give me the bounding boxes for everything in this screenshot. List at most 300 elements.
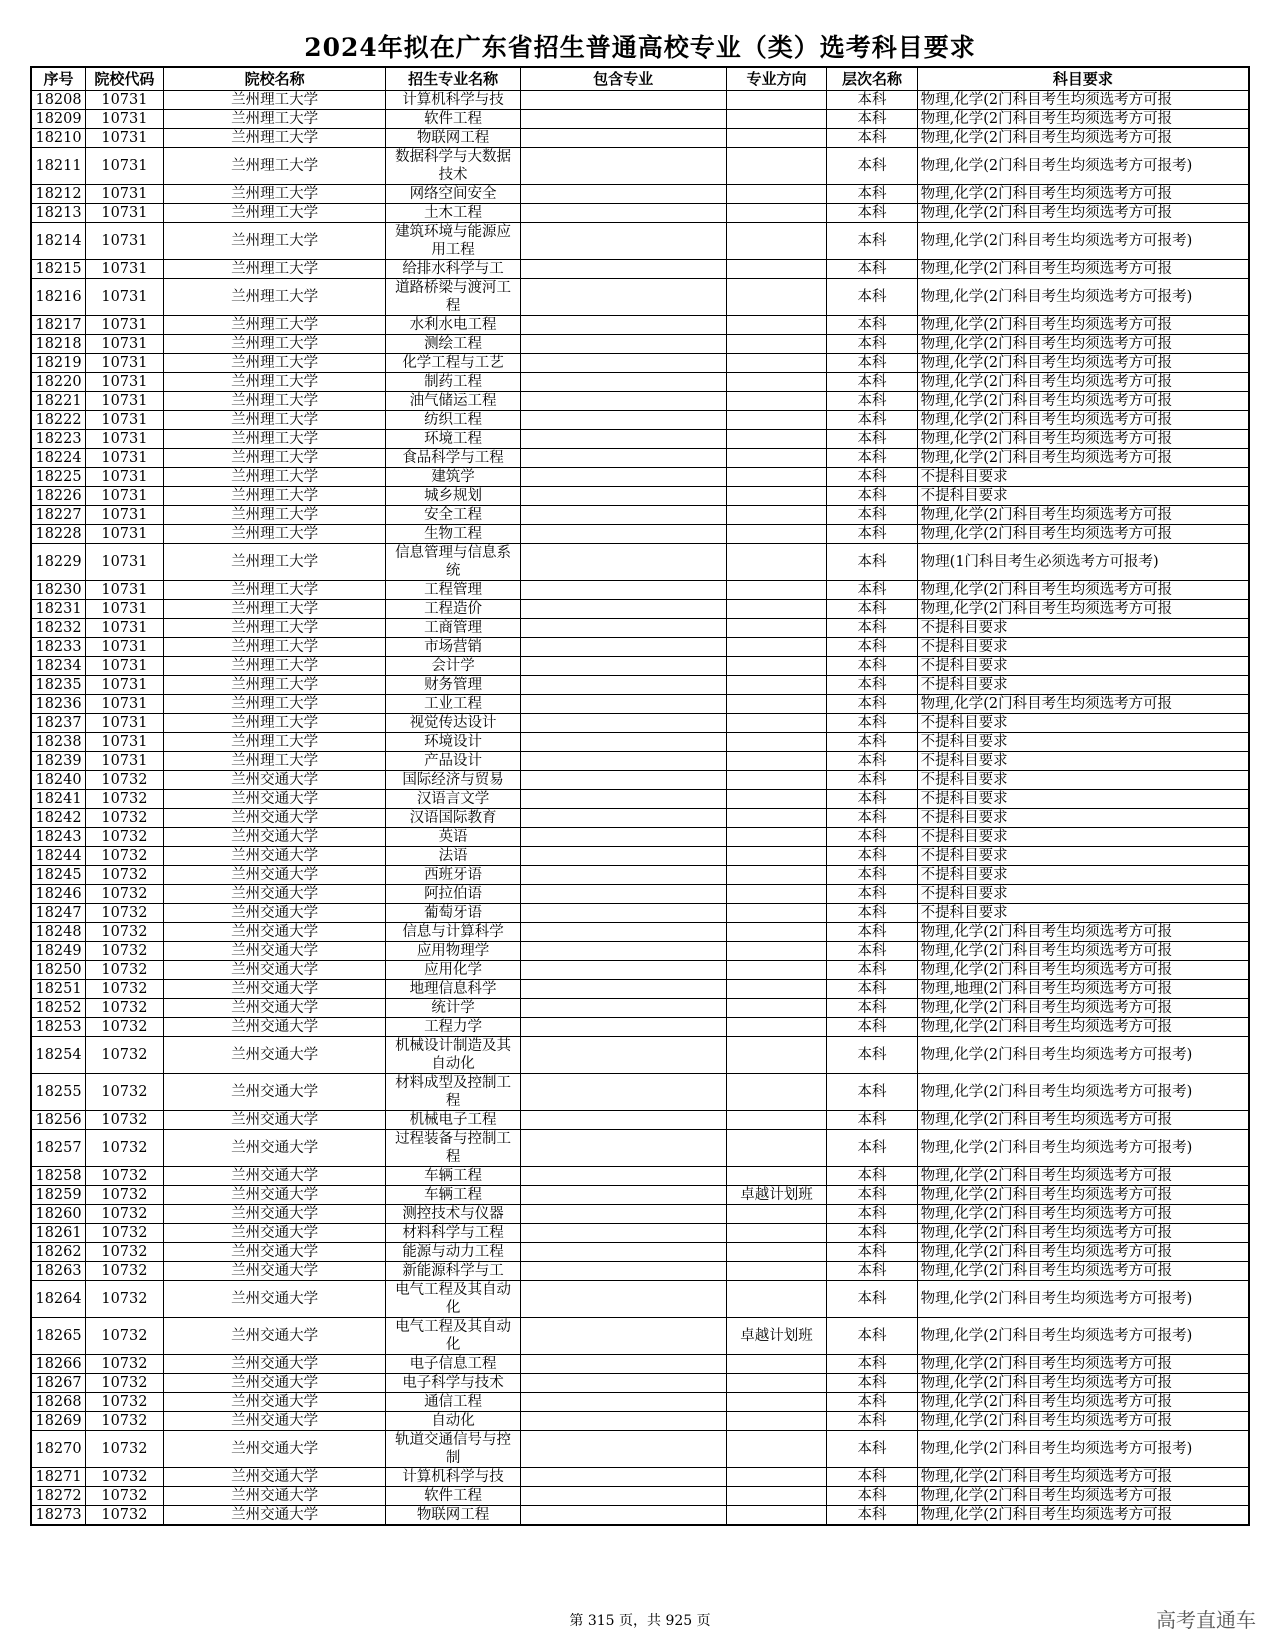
table-row [31,714,1249,733]
cell-included-majors [520,752,726,771]
cell-school-code: 10731 [86,392,164,411]
table-row [31,506,1249,525]
cell-included-majors [520,1262,726,1281]
cell-school-code: 10731 [86,487,164,506]
cell-subject-requirement: 不提科目要求 [917,487,1249,506]
cell-level: 本科 [827,129,917,148]
cell-major-direction [726,771,827,790]
cell-school-name: 兰州交通大学 [163,961,386,980]
cell-major-direction [726,506,827,525]
header-cell-index: 序号 [31,67,86,91]
cell-level: 本科 [827,1318,917,1355]
cell-school-code: 10731 [86,430,164,449]
cell-index: 18238 [31,733,86,752]
cell-school-name: 兰州交通大学 [163,1355,386,1374]
cell-major-direction [726,600,827,619]
cell-school-name: 兰州交通大学 [163,1412,386,1431]
cell-school-code: 10732 [86,961,164,980]
cell-index: 18236 [31,695,86,714]
table-row [31,204,1249,223]
table-row [31,316,1249,335]
cell-included-majors [520,110,726,129]
cell-major-name: 城乡规划 [386,487,520,506]
cell-school-code: 10731 [86,600,164,619]
cell-level: 本科 [827,1111,917,1130]
cell-major-direction [726,1281,827,1318]
cell-major-name: 工业工程 [386,695,520,714]
cell-major-name: 机械电子工程 [386,1111,520,1130]
cell-major-name: 生物工程 [386,525,520,544]
cell-school-name: 兰州理工大学 [163,468,386,487]
cell-subject-requirement: 物理,化学(2门科目考生均须选考方可报 [917,1224,1249,1243]
cell-index: 18246 [31,885,86,904]
cell-subject-requirement: 物理,化学(2门科目考生均须选考方可报 [917,600,1249,619]
cell-subject-requirement: 物理,化学(2门科目考生均须选考方可报 [917,1412,1249,1431]
cell-school-name: 兰州交通大学 [163,1167,386,1186]
cell-subject-requirement: 物理,化学(2门科目考生均须选考方可报 [917,506,1249,525]
cell-major-name: 机械设计制造及其自动化 [386,1037,520,1074]
cell-major-name: 工商管理 [386,619,520,638]
table-row [31,1355,1249,1374]
cell-major-name: 统计学 [386,999,520,1018]
cell-level: 本科 [827,316,917,335]
cell-subject-requirement: 不提科目要求 [917,866,1249,885]
cell-included-majors [520,1487,726,1506]
table-row [31,695,1249,714]
table-row [31,866,1249,885]
cell-subject-requirement: 物理,化学(2门科目考生均须选考方可报 [917,430,1249,449]
table-row [31,904,1249,923]
cell-subject-requirement: 物理,化学(2门科目考生均须选考方可报 [917,373,1249,392]
cell-index: 18220 [31,373,86,392]
cell-index: 18252 [31,999,86,1018]
cell-index: 18223 [31,430,86,449]
cell-school-code: 10731 [86,525,164,544]
cell-school-name: 兰州理工大学 [163,525,386,544]
cell-major-direction [726,1393,827,1412]
cell-level: 本科 [827,1487,917,1506]
cell-level: 本科 [827,980,917,999]
cell-index: 18251 [31,980,86,999]
cell-school-code: 10731 [86,468,164,487]
cell-school-code: 10731 [86,544,164,581]
cell-major-direction [726,695,827,714]
cell-school-name: 兰州理工大学 [163,316,386,335]
cell-major-name: 汉语言文学 [386,790,520,809]
cell-major-direction [726,1130,827,1167]
cell-school-name: 兰州交通大学 [163,809,386,828]
table-row [31,1281,1249,1318]
cell-subject-requirement: 不提科目要求 [917,619,1249,638]
cell-major-name: 建筑环境与能源应用工程 [386,223,520,260]
table-row [31,1506,1249,1526]
cell-included-majors [520,544,726,581]
table-row [31,847,1249,866]
cell-level: 本科 [827,185,917,204]
cell-index: 18266 [31,1355,86,1374]
cell-subject-requirement: 物理,化学(2门科目考生均须选考方可报 [917,91,1249,110]
cell-subject-requirement: 不提科目要求 [917,885,1249,904]
cell-index: 18210 [31,129,86,148]
page-title: 2024年拟在广东省招生普通高校专业（类）选考科目要求 [304,33,976,62]
cell-index: 18272 [31,1487,86,1506]
cell-index: 18217 [31,316,86,335]
cell-major-direction [726,619,827,638]
cell-subject-requirement: 物理(1门科目考生必须选考方可报考) [917,544,1249,581]
cell-index: 18273 [31,1506,86,1526]
cell-major-name: 市场营销 [386,638,520,657]
cell-school-code: 10732 [86,1167,164,1186]
cell-school-name: 兰州理工大学 [163,752,386,771]
cell-school-name: 兰州理工大学 [163,638,386,657]
cell-index: 18214 [31,223,86,260]
cell-major-direction [726,961,827,980]
cell-major-name: 电气工程及其自动化 [386,1281,520,1318]
cell-level: 本科 [827,942,917,961]
cell-included-majors [520,430,726,449]
cell-subject-requirement: 物理,化学(2门科目考生均须选考方可报 [917,204,1249,223]
cell-major-direction [726,809,827,828]
cell-major-name: 西班牙语 [386,866,520,885]
cell-level: 本科 [827,714,917,733]
cell-level: 本科 [827,1205,917,1224]
cell-school-code: 10731 [86,110,164,129]
cell-major-direction [726,544,827,581]
table-row [31,544,1249,581]
cell-school-name: 兰州理工大学 [163,91,386,110]
cell-major-direction [726,1224,827,1243]
cell-school-code: 10732 [86,1468,164,1487]
table-row [31,771,1249,790]
table-row [31,752,1249,771]
cell-major-direction [726,1037,827,1074]
table-row [31,1468,1249,1487]
cell-level: 本科 [827,809,917,828]
cell-level: 本科 [827,1431,917,1468]
cell-subject-requirement: 物理,化学(2门科目考生均须选考方可报 [917,923,1249,942]
cell-major-name: 通信工程 [386,1393,520,1412]
cell-included-majors [520,354,726,373]
cell-major-name: 电子信息工程 [386,1355,520,1374]
cell-subject-requirement: 不提科目要求 [917,752,1249,771]
cell-subject-requirement: 物理,化学(2门科目考生均须选考方可报 [917,1393,1249,1412]
cell-included-majors [520,923,726,942]
cell-major-direction [726,392,827,411]
cell-school-name: 兰州交通大学 [163,1318,386,1355]
table-row [31,1374,1249,1393]
cell-school-name: 兰州交通大学 [163,1431,386,1468]
cell-included-majors [520,619,726,638]
cell-level: 本科 [827,733,917,752]
cell-school-name: 兰州交通大学 [163,1243,386,1262]
cell-included-majors [520,1318,726,1355]
table-row [31,1037,1249,1074]
cell-included-majors [520,1186,726,1205]
cell-school-code: 10732 [86,980,164,999]
page-footer: 第 315 页，共 925 页 [569,1613,711,1629]
cell-school-code: 10732 [86,790,164,809]
cell-subject-requirement: 物理,化学(2门科目考生均须选考方可报 [917,581,1249,600]
cell-major-direction [726,942,827,961]
table-row [31,1318,1249,1355]
cell-level: 本科 [827,1506,917,1526]
cell-major-direction [726,279,827,316]
cell-level: 本科 [827,1186,917,1205]
cell-major-direction [726,1355,827,1374]
cell-school-code: 10731 [86,581,164,600]
cell-index: 18244 [31,847,86,866]
cell-subject-requirement: 物理,化学(2门科目考生均须选考方可报 [917,1468,1249,1487]
table-row [31,809,1249,828]
cell-included-majors [520,373,726,392]
cell-included-majors [520,468,726,487]
cell-included-majors [520,129,726,148]
cell-major-direction [726,260,827,279]
cell-level: 本科 [827,657,917,676]
cell-index: 18229 [31,544,86,581]
cell-major-direction: 卓越计划班 [726,1318,827,1355]
cell-school-code: 10731 [86,148,164,185]
cell-major-direction [726,885,827,904]
cell-index: 18209 [31,110,86,129]
cell-level: 本科 [827,468,917,487]
cell-index: 18249 [31,942,86,961]
table-row [31,885,1249,904]
cell-subject-requirement: 物理,化学(2门科目考生均须选考方可报考) [917,1130,1249,1167]
cell-school-name: 兰州理工大学 [163,506,386,525]
table-row [31,468,1249,487]
cell-major-name: 能源与动力工程 [386,1243,520,1262]
cell-included-majors [520,733,726,752]
cell-school-code: 10731 [86,335,164,354]
cell-major-direction [726,676,827,695]
cell-major-name: 材料科学与工程 [386,1224,520,1243]
cell-major-name: 环境工程 [386,430,520,449]
cell-included-majors [520,809,726,828]
cell-major-direction [726,487,827,506]
cell-major-direction [726,354,827,373]
cell-major-direction [726,581,827,600]
cell-level: 本科 [827,1412,917,1431]
cell-major-direction [726,1018,827,1037]
cell-major-name: 车辆工程 [386,1186,520,1205]
cell-subject-requirement: 不提科目要求 [917,733,1249,752]
cell-school-name: 兰州交通大学 [163,942,386,961]
cell-major-name: 轨道交通信号与控制 [386,1431,520,1468]
cell-school-code: 10732 [86,1111,164,1130]
cell-index: 18234 [31,657,86,676]
cell-major-name: 汉语国际教育 [386,809,520,828]
header-cell-school-name: 院校名称 [163,67,386,91]
table-row [31,525,1249,544]
cell-level: 本科 [827,392,917,411]
cell-level: 本科 [827,1224,917,1243]
table-row [31,110,1249,129]
cell-subject-requirement: 物理,化学(2门科目考生均须选考方可报 [917,449,1249,468]
cell-school-name: 兰州理工大学 [163,487,386,506]
table-row [31,335,1249,354]
cell-major-name: 测绘工程 [386,335,520,354]
cell-major-name: 自动化 [386,1412,520,1431]
cell-major-name: 电气工程及其自动化 [386,1318,520,1355]
table-row [31,354,1249,373]
cell-included-majors [520,657,726,676]
cell-major-direction [726,1468,827,1487]
cell-school-code: 10731 [86,657,164,676]
cell-level: 本科 [827,581,917,600]
cell-major-name: 安全工程 [386,506,520,525]
cell-level: 本科 [827,638,917,657]
cell-subject-requirement: 物理,化学(2门科目考生均须选考方可报 [917,392,1249,411]
cell-included-majors [520,771,726,790]
cell-included-majors [520,581,726,600]
cell-index: 18227 [31,506,86,525]
cell-included-majors [520,1355,726,1374]
cell-index: 18230 [31,581,86,600]
table-row [31,1431,1249,1468]
cell-level: 本科 [827,1355,917,1374]
cell-level: 本科 [827,1468,917,1487]
cell-included-majors [520,1111,726,1130]
table-row [31,129,1249,148]
cell-included-majors [520,204,726,223]
cell-major-direction [726,430,827,449]
cell-major-name: 产品设计 [386,752,520,771]
cell-subject-requirement: 不提科目要求 [917,638,1249,657]
cell-included-majors [520,1243,726,1262]
cell-major-direction [726,525,827,544]
requirements-table [30,66,1250,1526]
cell-level: 本科 [827,148,917,185]
cell-level: 本科 [827,110,917,129]
cell-major-name: 葡萄牙语 [386,904,520,923]
cell-school-name: 兰州交通大学 [163,790,386,809]
table-row [31,581,1249,600]
cell-school-name: 兰州理工大学 [163,714,386,733]
cell-included-majors [520,1431,726,1468]
table-row [31,1186,1249,1205]
cell-level: 本科 [827,999,917,1018]
cell-school-name: 兰州交通大学 [163,1487,386,1506]
cell-school-name: 兰州交通大学 [163,828,386,847]
cell-school-code: 10732 [86,923,164,942]
cell-school-name: 兰州交通大学 [163,885,386,904]
cell-major-direction [726,185,827,204]
cell-subject-requirement: 不提科目要求 [917,828,1249,847]
cell-school-code: 10732 [86,866,164,885]
cell-included-majors [520,1205,726,1224]
cell-included-majors [520,1167,726,1186]
cell-level: 本科 [827,544,917,581]
cell-school-code: 10731 [86,279,164,316]
cell-subject-requirement: 不提科目要求 [917,809,1249,828]
cell-included-majors [520,714,726,733]
cell-major-name: 信息与计算科学 [386,923,520,942]
cell-school-name: 兰州理工大学 [163,619,386,638]
cell-school-name: 兰州理工大学 [163,392,386,411]
cell-included-majors [520,1374,726,1393]
cell-major-direction [726,129,827,148]
cell-major-direction [726,1074,827,1111]
cell-school-code: 10732 [86,847,164,866]
cell-level: 本科 [827,223,917,260]
cell-index: 18228 [31,525,86,544]
cell-school-name: 兰州理工大学 [163,110,386,129]
cell-major-direction [726,866,827,885]
cell-major-direction [726,1412,827,1431]
cell-included-majors [520,91,726,110]
cell-major-name: 纺织工程 [386,411,520,430]
cell-school-name: 兰州理工大学 [163,204,386,223]
cell-school-name: 兰州理工大学 [163,676,386,695]
cell-level: 本科 [827,335,917,354]
cell-major-name: 物联网工程 [386,1506,520,1526]
cell-included-majors [520,1074,726,1111]
cell-major-name: 视觉传达设计 [386,714,520,733]
cell-included-majors [520,999,726,1018]
cell-index: 18233 [31,638,86,657]
cell-major-direction [726,638,827,657]
cell-subject-requirement: 物理,化学(2门科目考生均须选考方可报考) [917,1431,1249,1468]
cell-subject-requirement: 物理,化学(2门科目考生均须选考方可报 [917,185,1249,204]
cell-index: 18258 [31,1167,86,1186]
cell-subject-requirement: 物理,化学(2门科目考生均须选考方可报 [917,260,1249,279]
cell-major-direction [726,828,827,847]
cell-school-code: 10732 [86,1205,164,1224]
cell-school-code: 10732 [86,1224,164,1243]
table-row [31,999,1249,1018]
cell-school-name: 兰州交通大学 [163,1506,386,1526]
cell-school-name: 兰州交通大学 [163,1037,386,1074]
cell-subject-requirement: 物理,化学(2门科目考生均须选考方可报 [917,1018,1249,1037]
cell-school-name: 兰州理工大学 [163,657,386,676]
cell-index: 18215 [31,260,86,279]
cell-school-name: 兰州理工大学 [163,335,386,354]
cell-subject-requirement: 物理,化学(2门科目考生均须选考方可报 [917,942,1249,961]
cell-index: 18260 [31,1205,86,1224]
cell-major-direction [726,223,827,260]
cell-subject-requirement: 物理,化学(2门科目考生均须选考方可报考) [917,1281,1249,1318]
cell-level: 本科 [827,676,917,695]
cell-school-code: 10731 [86,411,164,430]
cell-index: 18212 [31,185,86,204]
cell-major-name: 道路桥梁与渡河工程 [386,279,520,316]
table-row [31,1074,1249,1111]
cell-subject-requirement: 物理,化学(2门科目考生均须选考方可报 [917,1111,1249,1130]
cell-school-name: 兰州交通大学 [163,904,386,923]
cell-major-name: 制药工程 [386,373,520,392]
header-cell-major-name: 招生专业名称 [386,67,520,91]
cell-level: 本科 [827,525,917,544]
cell-school-name: 兰州交通大学 [163,847,386,866]
cell-level: 本科 [827,600,917,619]
cell-major-direction [726,468,827,487]
cell-included-majors [520,392,726,411]
cell-index: 18264 [31,1281,86,1318]
cell-major-name: 建筑学 [386,468,520,487]
cell-school-code: 10732 [86,1374,164,1393]
table-row [31,392,1249,411]
cell-major-direction [726,1487,827,1506]
cell-index: 18257 [31,1130,86,1167]
cell-level: 本科 [827,961,917,980]
cell-school-name: 兰州交通大学 [163,1130,386,1167]
cell-school-name: 兰州交通大学 [163,1262,386,1281]
cell-included-majors [520,828,726,847]
cell-school-code: 10732 [86,1281,164,1318]
cell-included-majors [520,1018,726,1037]
cell-subject-requirement: 物理,化学(2门科目考生均须选考方可报 [917,525,1249,544]
